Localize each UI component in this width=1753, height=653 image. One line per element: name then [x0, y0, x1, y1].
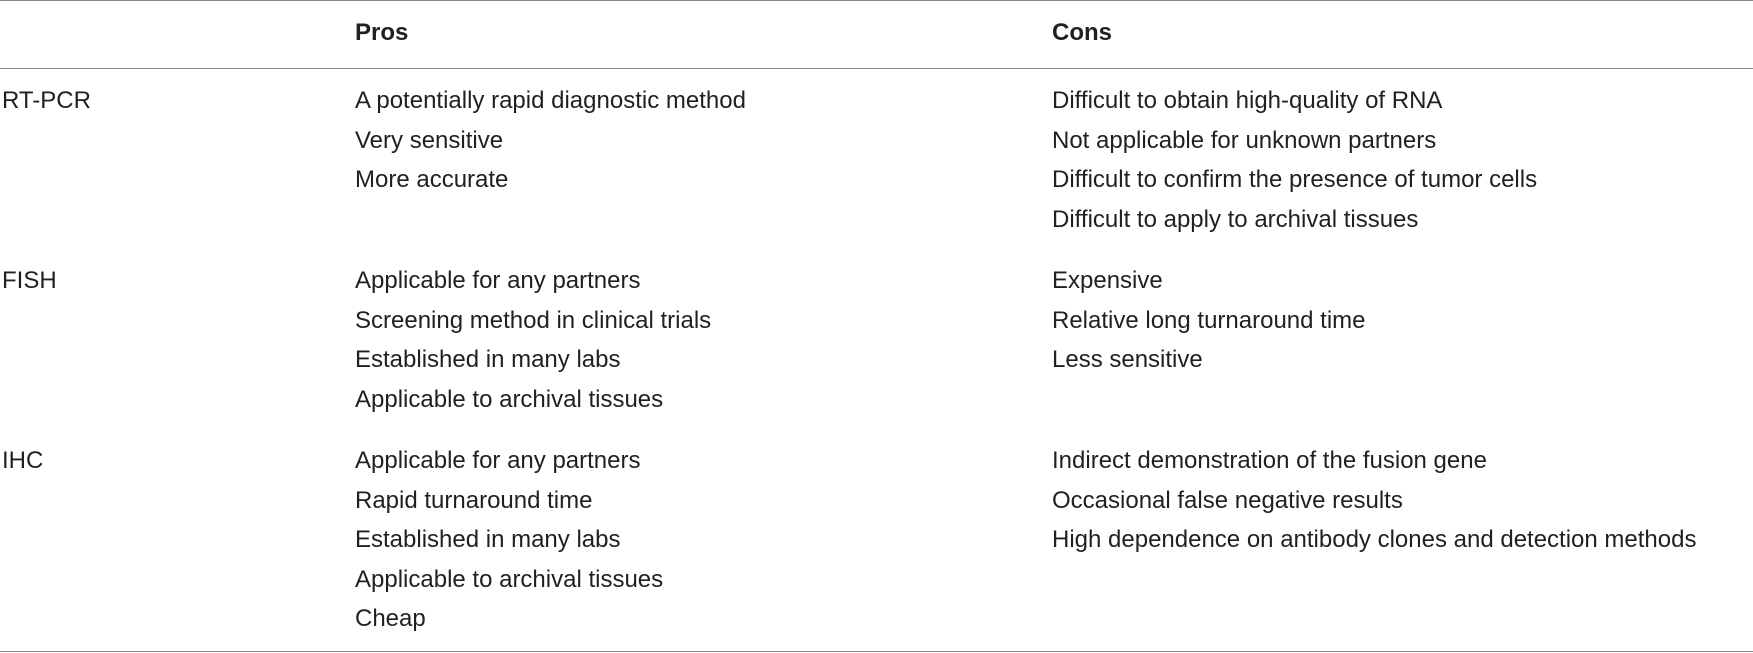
table-header-rule [0, 68, 1753, 69]
pros-item: More accurate [355, 166, 509, 194]
cons-item: Relative long turnaround time [1052, 306, 1366, 334]
cons-item: Occasional false negative results [1052, 486, 1403, 514]
pros-item: Applicable to archival tissues [355, 385, 664, 413]
pros-item: Rapid turnaround time [355, 486, 593, 514]
method-label: IHC [2, 447, 44, 474]
header-cons: Cons [1052, 19, 1112, 46]
cons-list [1052, 86, 1537, 244]
cons-item: High dependence on antibody clones and detection methods [1052, 526, 1697, 554]
cons-item: Indirect demonstration of the fusion gene [1052, 447, 1487, 474]
pros-list [355, 446, 663, 644]
cons-item: Not applicable for unknown partners [1052, 126, 1437, 154]
pros-item: Applicable for any partners [355, 447, 641, 474]
pros-item: Applicable to archival tissues [355, 565, 664, 593]
header-pros: Pros [355, 19, 409, 46]
pros-item: Established in many labs [355, 346, 621, 374]
method-label: FISH [2, 267, 57, 294]
cons-item: Difficult to confirm the presence of tumor cells [1052, 166, 1538, 194]
pros-list [355, 86, 746, 205]
cons-list [1052, 446, 1696, 565]
cons-item: Expensive [1052, 267, 1163, 294]
pros-item: A potentially rapid diagnostic method [355, 87, 746, 114]
pros-item: Screening method in clinical trials [355, 306, 712, 334]
pros-item: Established in many labs [355, 526, 621, 554]
table-header-row [0, 0, 1753, 68]
pros-list [355, 266, 711, 424]
cons-list [1052, 266, 1366, 385]
pros-item: Very sensitive [355, 126, 504, 154]
method-label: RT-PCR [2, 87, 91, 114]
pros-item: Cheap [355, 605, 426, 633]
cons-item: Difficult to apply to archival tissues [1052, 205, 1419, 233]
table-bottom-rule [0, 651, 1753, 652]
cons-item: Difficult to obtain high-quality of RNA [1052, 87, 1443, 114]
pros-item: Applicable for any partners [355, 267, 641, 294]
cons-item: Less sensitive [1052, 346, 1203, 374]
